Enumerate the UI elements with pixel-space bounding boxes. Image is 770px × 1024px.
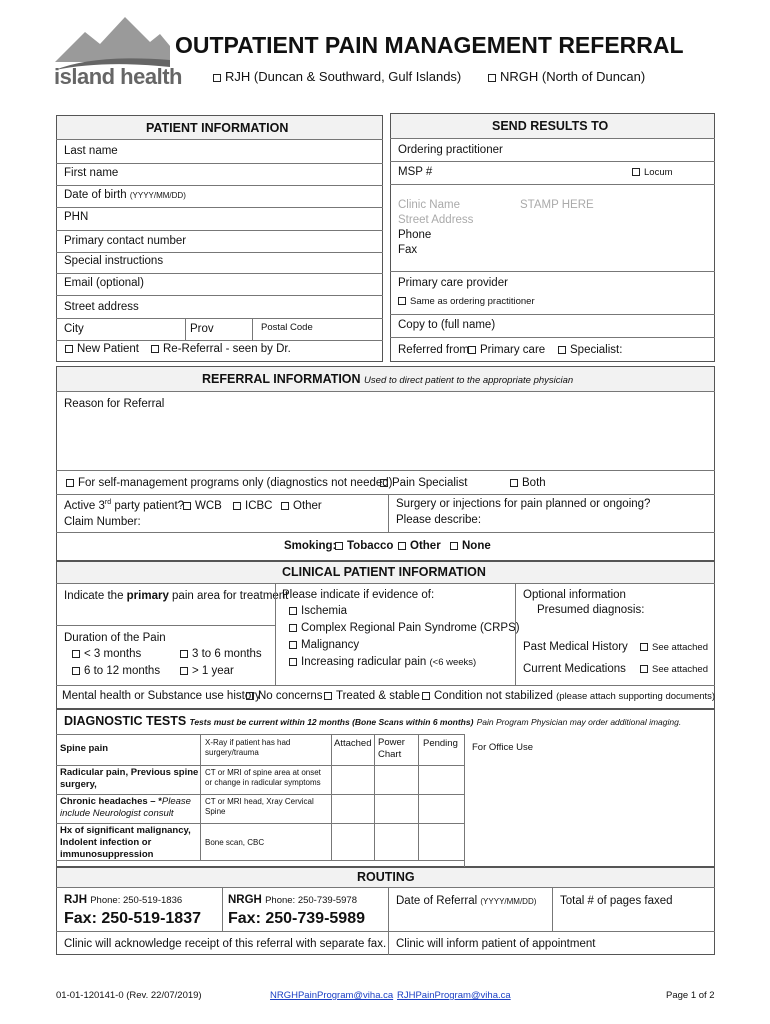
smoking-label: Smoking:: [284, 540, 337, 552]
claim-number-field[interactable]: Claim Number:: [64, 516, 141, 528]
msp-field[interactable]: MSP #: [398, 166, 433, 178]
copy-to-field[interactable]: Copy to (full name): [398, 319, 496, 331]
form-title: OUTPATIENT PAIN MANAGEMENT REFERRAL: [175, 32, 684, 58]
past-medical-history-field[interactable]: Past Medical History: [523, 641, 628, 653]
checkbox-icon[interactable]: [180, 667, 188, 675]
checkbox-icon[interactable]: [72, 667, 80, 675]
postal-code-field[interactable]: Postal Code: [261, 322, 313, 333]
surgery-question: Surgery or injections for pain planned or ongoing?: [396, 498, 651, 510]
col-power-chart-header: Power Chart: [378, 737, 405, 760]
icbc-option[interactable]: ICBC: [233, 500, 272, 512]
checkbox-icon[interactable]: [289, 658, 297, 666]
routing-header: ROUTING: [357, 870, 415, 884]
referred-primary-care-option[interactable]: Primary care: [468, 344, 545, 356]
clinical-info-header: CLINICAL PATIENT INFORMATION: [282, 565, 486, 579]
primary-pain-area-field[interactable]: Indicate the primary pain area for treatment: [64, 590, 289, 602]
no-concerns-option[interactable]: No concerns: [246, 690, 323, 702]
site-option-nrgh[interactable]: NRGH (North of Duncan): [488, 69, 645, 84]
pmh-see-attached-option[interactable]: See attached: [640, 642, 708, 653]
checkbox-icon[interactable]: [72, 650, 80, 658]
checkbox-icon[interactable]: [558, 346, 566, 354]
diag-test-malignancy: Bone scan, CBC: [205, 838, 265, 847]
referred-from-label: Referred from: [398, 344, 469, 356]
total-pages-field[interactable]: Total # of pages faxed: [560, 895, 673, 907]
diagnostic-tests-header: DIAGNOSTIC TESTS Tests must be current within 12 months (Bone Scans within 6 months) Pain Program Physician may order additional imaging.: [64, 714, 682, 728]
last-name-field[interactable]: Last name: [64, 145, 118, 157]
logo-text: island health: [54, 64, 182, 89]
checkbox-icon[interactable]: [422, 692, 430, 700]
checkbox-icon[interactable]: [335, 542, 343, 550]
same-as-ordering-option[interactable]: Same as ordering practitioner: [398, 296, 535, 307]
primary-contact-field[interactable]: Primary contact number: [64, 235, 187, 247]
ischemia-option[interactable]: Ischemia: [289, 605, 347, 617]
not-stabilized-option[interactable]: Condition not stabilized (please attach supporting documents): [422, 690, 715, 702]
street-address-field[interactable]: Street address: [64, 301, 139, 313]
page-number: Page 1 of 2: [666, 990, 715, 1001]
meds-see-attached-option[interactable]: See attached: [640, 664, 708, 675]
diag-row-spine: Spine pain: [60, 743, 109, 754]
other-option[interactable]: Other: [281, 500, 322, 512]
col-attached-header: Attached: [334, 738, 372, 749]
phone-label: Phone: [398, 229, 432, 241]
checkbox-icon[interactable]: [213, 74, 221, 82]
fax-label: Fax: [398, 244, 418, 256]
diag-test-headache: CT or MRI head, Xray Cervical Spine: [205, 797, 314, 816]
clinic-name-placeholder: Clinic Name: [398, 199, 460, 211]
form-number: 01-01-120141-0 (Rev. 22/07/2019): [56, 990, 202, 1001]
duration-lt3-option[interactable]: < 3 months: [72, 648, 141, 660]
diag-row-radicular: Radicular pain, Previous spine surgery,: [60, 767, 199, 790]
email-field[interactable]: Email (optional): [64, 277, 144, 289]
checkbox-icon[interactable]: [398, 297, 406, 305]
referral-info-header: REFERRAL INFORMATION Used to direct patient to the appropriate physician: [202, 372, 574, 386]
checkbox-icon[interactable]: [289, 607, 297, 615]
checkbox-icon[interactable]: [468, 346, 476, 354]
checkbox-icon[interactable]: [450, 542, 458, 550]
prov-field[interactable]: Prov: [190, 323, 214, 335]
duration-3to6-option[interactable]: 3 to 6 months: [180, 648, 262, 660]
mountain-logo-icon: [55, 12, 170, 70]
checkbox-icon[interactable]: [640, 665, 648, 673]
rjh-email-link[interactable]: RJHPainProgram@viha.ca: [397, 990, 511, 1001]
special-instructions-field[interactable]: Special instructions: [64, 255, 164, 267]
duration-label: Duration of the Pain: [64, 632, 166, 644]
primary-care-provider-field[interactable]: Primary care provider: [398, 277, 508, 289]
send-results-header: SEND RESULTS TO: [492, 119, 609, 133]
presumed-diagnosis-field[interactable]: Presumed diagnosis:: [537, 604, 645, 616]
rjh-phone: RJH Phone: 250-519-1836: [64, 894, 183, 906]
duration-6to12-option[interactable]: 6 to 12 months: [72, 665, 160, 677]
checkbox-icon[interactable]: [380, 479, 388, 487]
diag-row-malignancy: Hx of significant malignancy, Indolent infection or immunosuppression: [60, 825, 191, 860]
street-address-placeholder: Street Address: [398, 214, 474, 226]
malignancy-option[interactable]: Malignancy: [289, 639, 359, 651]
date-of-referral-field[interactable]: Date of Referral (YYYY/MM/DD): [396, 895, 537, 907]
island-health-logo: [54, 12, 182, 94]
checkbox-icon[interactable]: [640, 643, 648, 651]
current-medications-field[interactable]: Current Medications: [523, 663, 626, 675]
diag-row-headache: Chronic headaches – *Please include Neurologist consult: [60, 796, 191, 819]
locum-option[interactable]: Locum: [632, 167, 673, 178]
new-patient-option[interactable]: New Patient: [65, 343, 139, 355]
mental-health-label: Mental health or Substance use history: [62, 690, 261, 702]
checkbox-icon[interactable]: [66, 479, 74, 487]
inform-patient-text: Clinic will inform patient of appointment: [396, 938, 596, 950]
wcb-option[interactable]: WCB: [183, 500, 222, 512]
tobacco-option[interactable]: Tobacco: [335, 540, 393, 552]
rjh-fax: Fax: 250-519-1837: [64, 910, 201, 927]
checkbox-icon[interactable]: [233, 502, 241, 510]
checkbox-icon[interactable]: [151, 345, 159, 353]
third-party-label: Active 3rd party patient?: [64, 499, 185, 512]
checkbox-icon[interactable]: [180, 650, 188, 658]
smoking-none-option[interactable]: None: [450, 540, 491, 552]
diag-test-spine: X-Ray if patient has had surgery/trauma: [205, 738, 291, 757]
duration-gt1yr-option[interactable]: > 1 year: [180, 665, 234, 677]
radicular-option[interactable]: Increasing radicular pain (<6 weeks): [289, 656, 476, 668]
diag-test-radicular: CT or MRI of spine area at onset or change in radicular symptoms: [205, 768, 321, 787]
checkbox-icon[interactable]: [398, 542, 406, 550]
col-pending-header: Pending: [423, 738, 458, 749]
smoking-other-option[interactable]: Other: [398, 540, 441, 552]
checkbox-icon[interactable]: [289, 641, 297, 649]
checkbox-icon[interactable]: [632, 168, 640, 176]
self-management-option[interactable]: For self-management programs only (diagnostics not needed): [66, 477, 393, 489]
site-option-rjh[interactable]: RJH (Duncan & Southward, Gulf Islands): [213, 69, 461, 84]
checkbox-icon[interactable]: [289, 624, 297, 632]
nrgh-fax: Fax: 250-739-5989: [228, 910, 365, 927]
checkbox-icon[interactable]: [246, 692, 254, 700]
nrgh-phone: NRGH Phone: 250-739-5978: [228, 894, 357, 906]
office-use-label: For Office Use: [472, 742, 534, 753]
nrgh-email-link[interactable]: NRGHPainProgram@viha.ca: [270, 990, 394, 1001]
checkbox-icon[interactable]: [324, 692, 332, 700]
first-name-field[interactable]: First name: [64, 167, 119, 179]
both-option[interactable]: Both: [510, 477, 546, 489]
checkbox-icon[interactable]: [488, 74, 496, 82]
optional-info-label: Optional information: [523, 589, 626, 601]
please-describe-field[interactable]: Please describe:: [396, 514, 482, 526]
checkbox-icon[interactable]: [65, 345, 73, 353]
patient-info-header: PATIENT INFORMATION: [146, 121, 289, 135]
checkbox-icon[interactable]: [183, 502, 191, 510]
re-referral-option[interactable]: Re-Referral - seen by Dr.: [151, 343, 291, 355]
ack-receipt-text: Clinic will acknowledge receipt of this referral with separate fax.: [64, 938, 387, 950]
stamp-here-placeholder: STAMP HERE: [520, 199, 594, 211]
reason-for-referral-field[interactable]: Reason for Referral: [64, 398, 165, 410]
referred-specialist-option[interactable]: Specialist:: [558, 344, 622, 356]
pain-specialist-option[interactable]: Pain Specialist: [380, 477, 467, 489]
dob-field[interactable]: Date of birth (YYYY/MM/DD): [64, 189, 186, 201]
city-field[interactable]: City: [64, 323, 84, 335]
treated-stable-option[interactable]: Treated & stable: [324, 690, 420, 702]
crps-option[interactable]: Complex Regional Pain Syndrome (CRPS): [289, 622, 520, 634]
phn-field[interactable]: PHN: [64, 211, 89, 223]
evidence-label: Please indicate if evidence of:: [282, 589, 435, 601]
ordering-practitioner-field[interactable]: Ordering practitioner: [398, 144, 503, 156]
checkbox-icon[interactable]: [510, 479, 518, 487]
checkbox-icon[interactable]: [281, 502, 289, 510]
